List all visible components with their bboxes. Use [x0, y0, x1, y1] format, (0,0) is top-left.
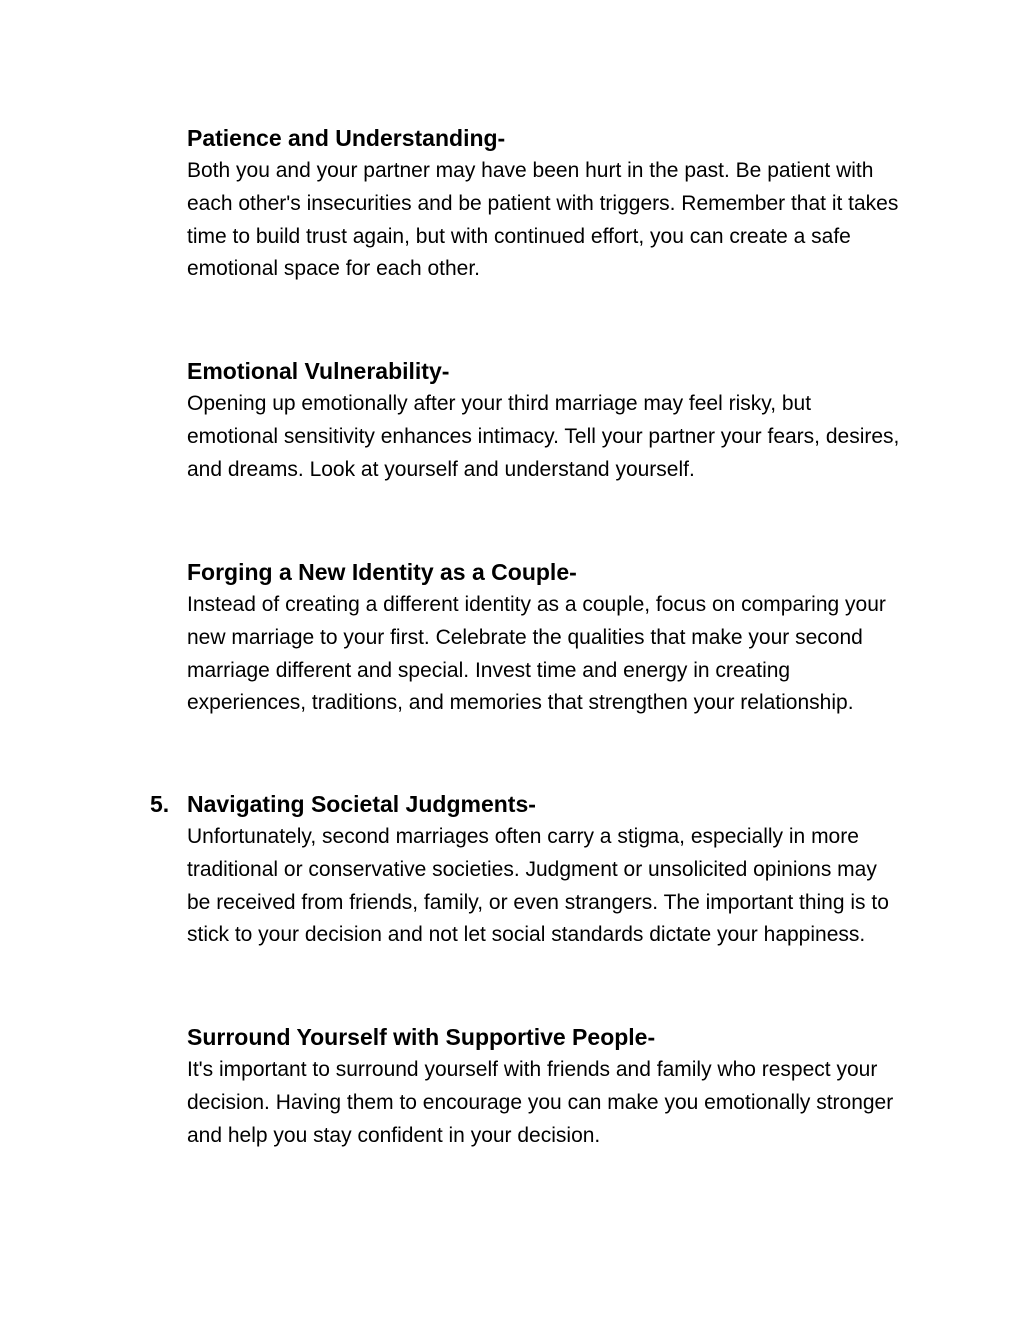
section-forging-new-identity — [187, 556, 902, 720]
section-navigating-societal-judgments — [150, 788, 902, 952]
section-body: Instead of creating a different identity as a couple, focus on comparing your new marriage to your first. Celebrate the qualities that make your second marriage different and special. Invest time and energy in creating experiences, traditions, and memories that strengthen your relationship. — [187, 593, 886, 715]
section-heading: Patience and Understanding- — [187, 125, 506, 151]
section-supportive-people — [187, 1021, 902, 1152]
section-emotional-vulnerability — [187, 355, 902, 486]
section-heading: Navigating Societal Judgments- — [187, 791, 536, 817]
section-heading: Forging a New Identity as a Couple- — [187, 559, 577, 585]
list-number: 5. — [150, 791, 170, 817]
section-heading: Surround Yourself with Supportive People- — [187, 1024, 656, 1050]
section-heading: Emotional Vulnerability- — [187, 358, 450, 384]
section-body: Both you and your partner may have been hurt in the past. Be patient with each other's insecurities and be patient with triggers. Remember that it takes time to build trust again, but with continued effort, you can create a safe emotional space for each other. — [187, 159, 899, 281]
section-body: Opening up emotionally after your third marriage may feel risky, but emotional sensitivity enhances intimacy. Tell your partner your fears, desires, and dreams. Look at yourself and understand yourself. — [187, 392, 900, 481]
section-body: It's important to surround yourself with friends and family who respect your decision. Having them to encourage you can make you emotionally stronger and help you stay confident in your decision. — [187, 1058, 894, 1147]
section-body: Unfortunately, second marriages often carry a stigma, especially in more traditional or conservative societies. Judgment or unsolicited opinions may be received from friends, family, or even strangers. The important thing is to stick to your decision and not let social standards dictate your happiness. — [187, 825, 889, 947]
section-patience-and-understanding — [187, 122, 902, 286]
